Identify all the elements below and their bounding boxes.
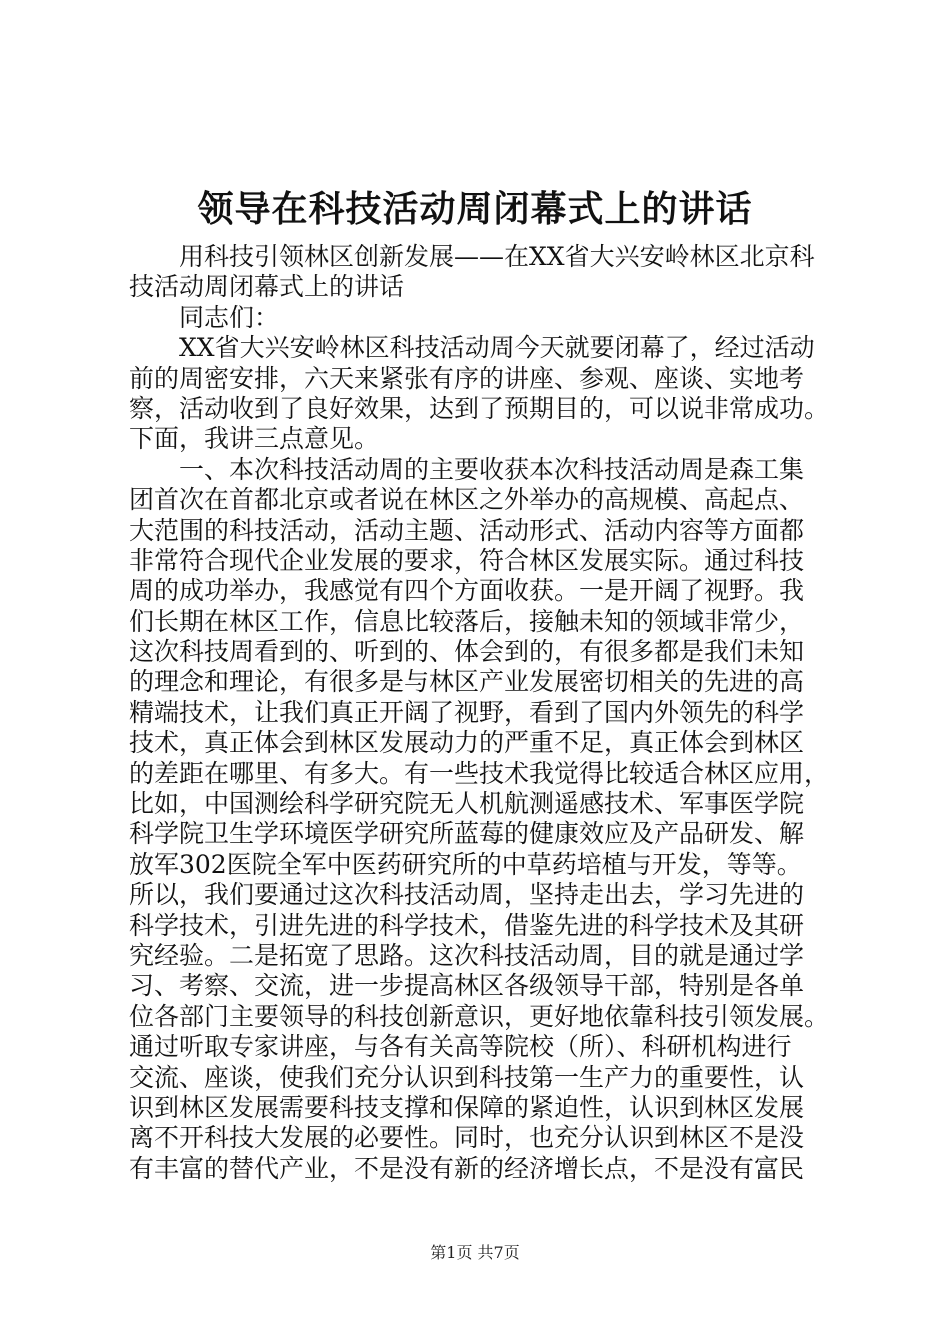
paragraph-line: 科学院卫生学环境医学研究所蓝莓的健康效应及产品研发、解 (129, 819, 805, 849)
paragraph-line: 非常符合现代企业发展的要求，符合林区发展实际。通过科技 (129, 545, 805, 575)
paragraph-line: 这次科技周看到的、听到的、体会到的，有很多都是我们未知 (129, 637, 805, 667)
page-number-footer: 第1页 共7页 (430, 1243, 520, 1262)
paragraph-line: 识到林区发展需要科技支撑和保障的紧迫性，认识到林区发展 (129, 1092, 805, 1122)
document-title: 领导在科技活动周闭幕式上的讲话 (197, 188, 753, 230)
subtitle-line-1: 用科技引领林区创新发展——在XX省大兴安岭林区北京科 (179, 242, 815, 271)
paragraph-line: 一、本次科技活动周的主要收获本次科技活动周是森工集 (179, 454, 805, 484)
paragraph-line: 精端技术，让我们真正开阔了视野，看到了国内外领先的科学 (129, 697, 805, 727)
paragraph-line: 所以，我们要通过这次科技活动周，坚持走出去，学习先进的 (129, 880, 805, 910)
paragraph-line: 大范围的科技活动，活动主题、活动形式、活动内容等方面都 (129, 515, 805, 545)
paragraph-line: 前的周密安排，六天来紧张有序的讲座、参观、座谈、实地考 (129, 363, 805, 393)
paragraph-line: 察，活动收到了良好效果，达到了预期目的，可以说非常成功。 (129, 393, 829, 423)
paragraph-line: XX省大兴安岭林区科技活动周今天就要闭幕了，经过活动 (179, 333, 815, 363)
paragraph-line: 们长期在林区工作，信息比较落后，接触未知的领域非常少， (129, 606, 805, 636)
paragraph-line: 下面，我讲三点意见。 (129, 424, 380, 454)
salutation: 同志们： (179, 302, 280, 332)
subtitle-line-2: 技活动周闭幕式上的讲话 (129, 272, 405, 302)
paragraph-line: 究经验。二是拓宽了思路。这次科技活动周，目的就是通过学 (129, 940, 805, 970)
paragraph-line: 位各部门主要领导的科技创新意识，更好地依靠科技引领发展。 (129, 1001, 829, 1031)
paragraph-line: 通过听取专家讲座，与各有关高等院校（所）、科研机构进行 (129, 1032, 792, 1062)
paragraph-line: 离不开科技大发展的必要性。同时，也充分认识到林区不是没 (129, 1123, 805, 1153)
paragraph-line: 有丰富的替代产业，不是没有新的经济增长点，不是没有富民 (129, 1153, 805, 1183)
paragraph-line: 交流、座谈，使我们充分认识到科技第一生产力的重要性，认 (129, 1062, 805, 1092)
paragraph-line: 比如，中国测绘科学研究院无人机航测遥感技术、军事医学院 (129, 789, 805, 819)
paragraph-line: 周的成功举办，我感觉有四个方面收获。一是开阔了视野。我 (129, 576, 805, 606)
paragraph-line: 的理念和理论，有很多是与林区产业发展密切相关的先进的高 (129, 667, 805, 697)
paragraph-line: 技术，真正体会到林区发展动力的严重不足，真正体会到林区 (129, 728, 805, 758)
document-body (129, 242, 829, 1184)
paragraph-line: 团首次在首都北京或者说在林区之外举办的高规模、高起点、 (129, 485, 805, 515)
paragraph-line: 放军302医院全军中医药研究所的中草药培植与开发，等等。 (129, 849, 802, 879)
paragraph-line: 的差距在哪里、有多大。有一些技术我觉得比较适合林区应用， (129, 758, 829, 788)
paragraph-line: 习、考察、交流，进一步提高林区各级领导干部，特别是各单 (129, 971, 805, 1001)
paragraph-line: 科学技术，引进先进的科学技术，借鉴先进的科学技术及其研 (129, 910, 805, 940)
